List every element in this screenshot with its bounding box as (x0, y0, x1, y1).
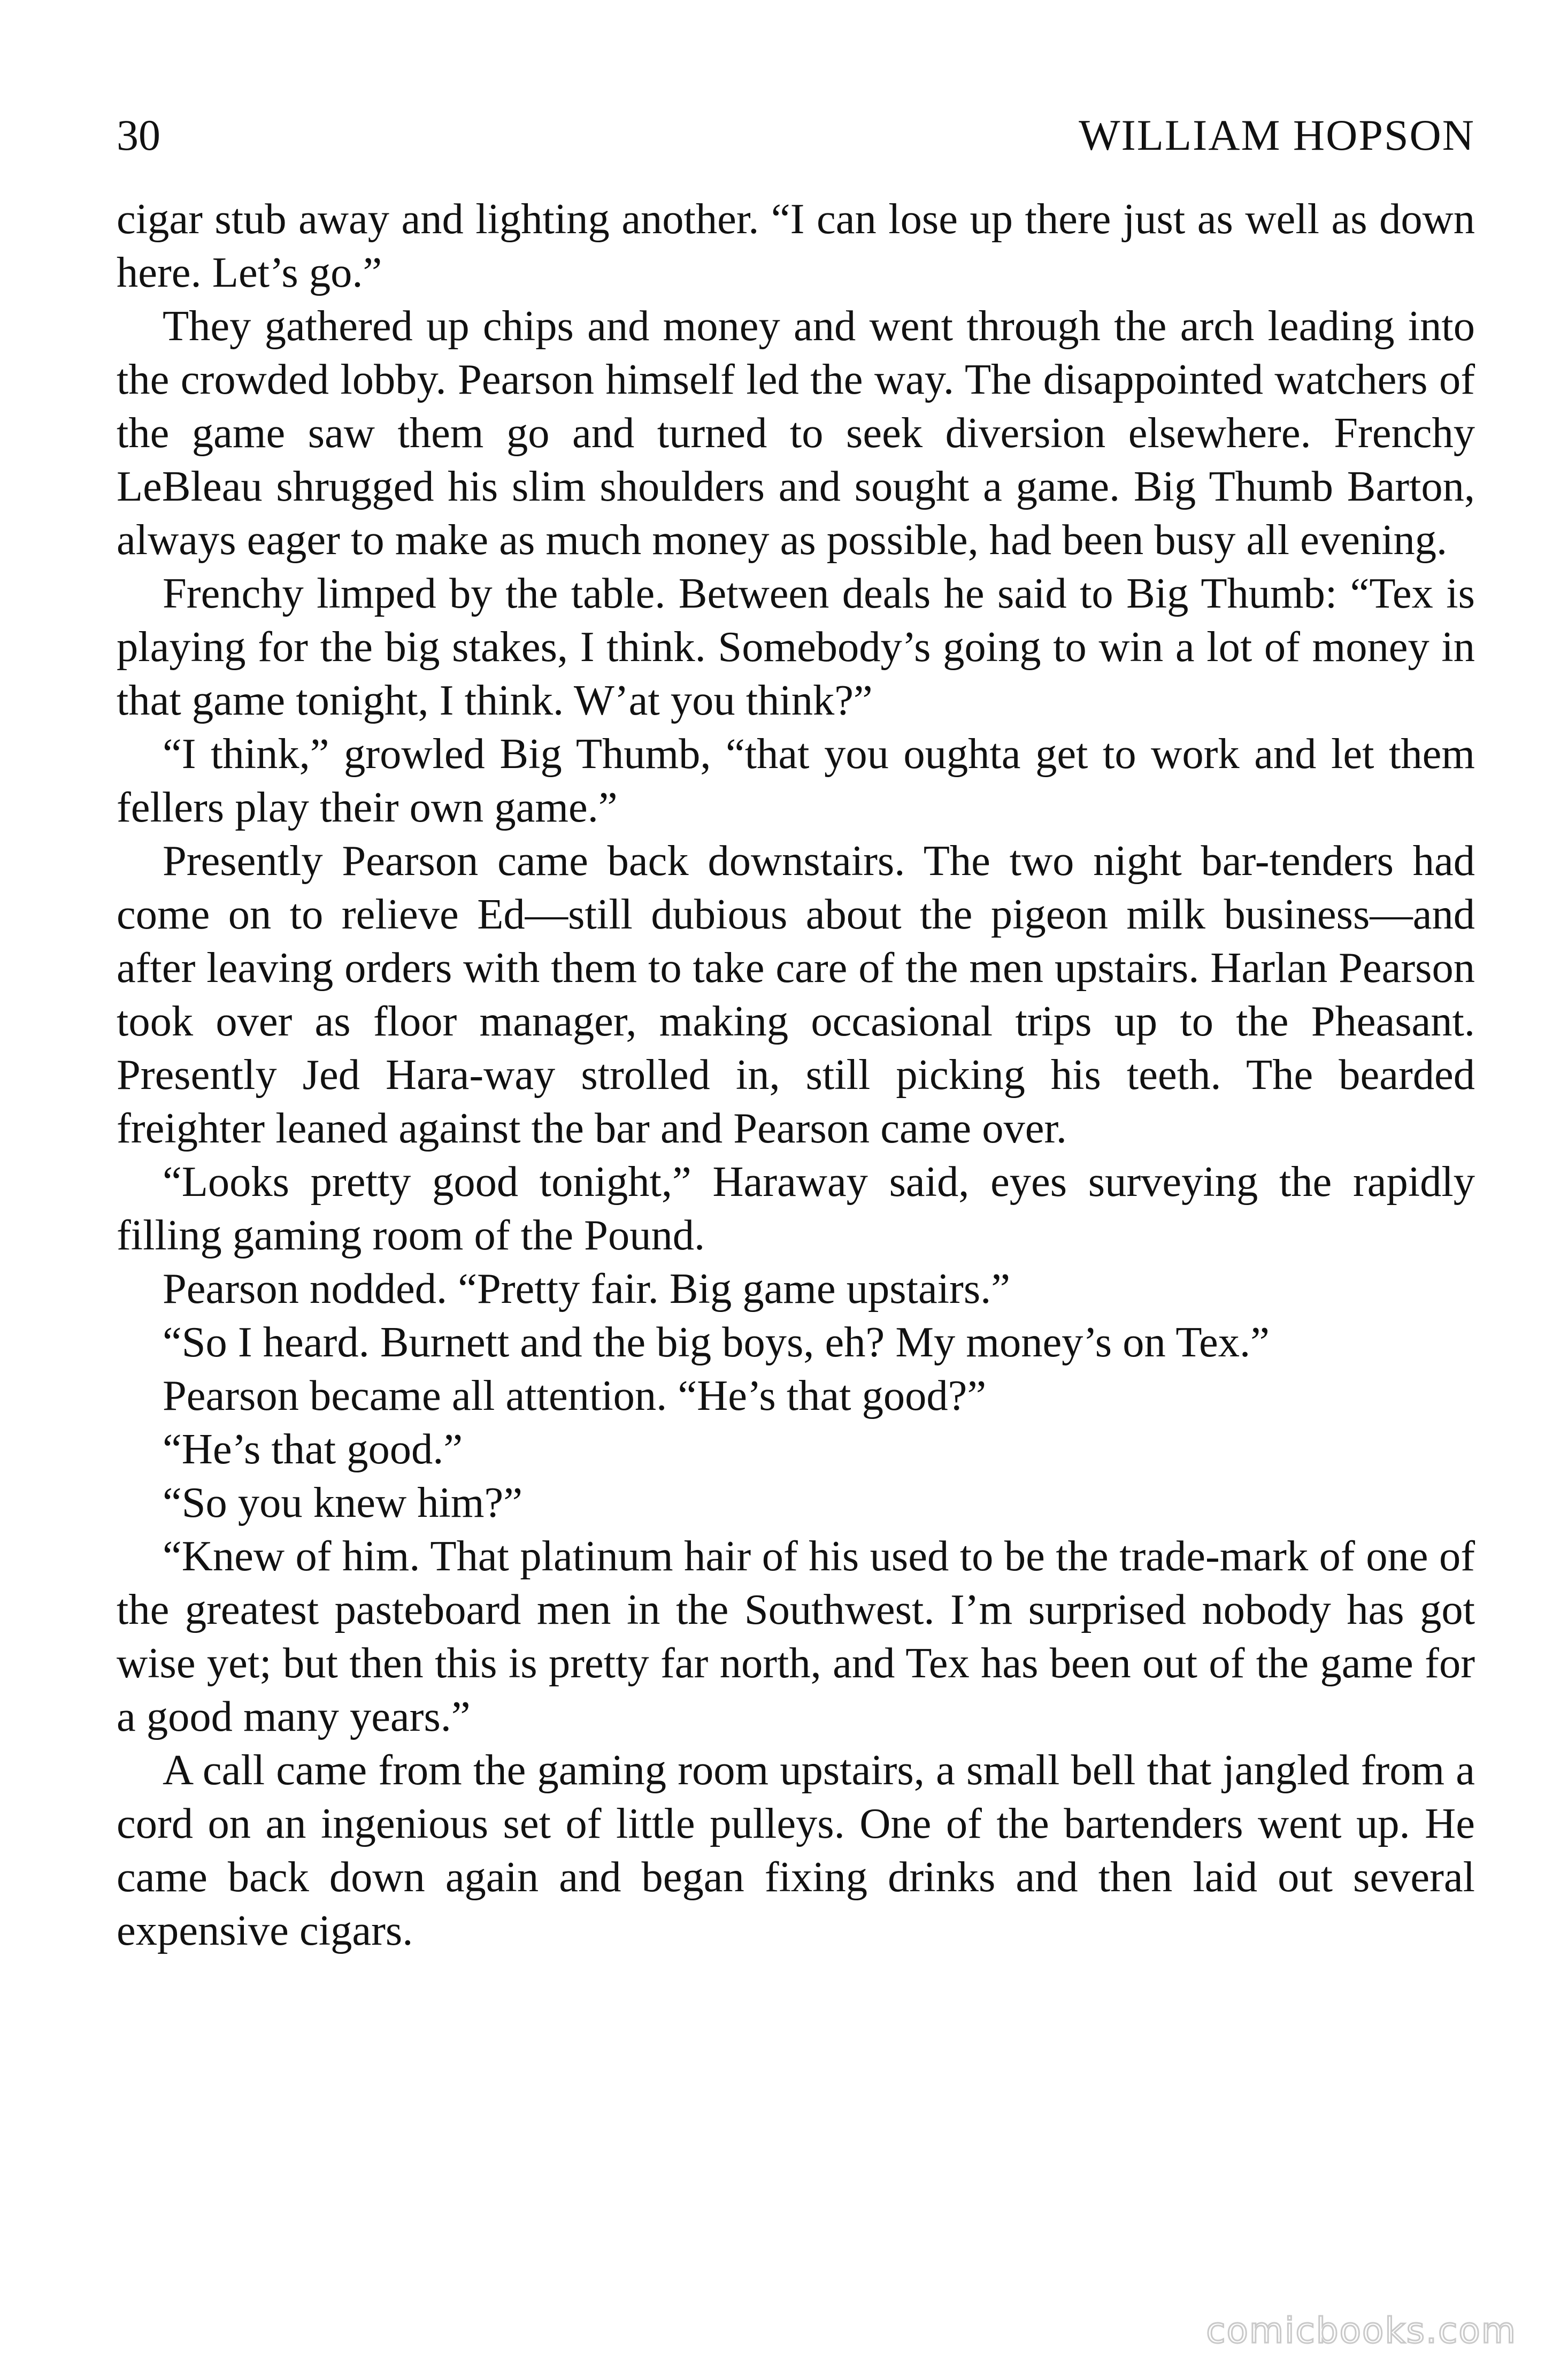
paragraph-5: Presently Pearson came back downstairs. The two night bar-tenders had come on to relieve Ed—still dubious about the pigeon milk business—and after leaving orders with them to take care of the men upstairs. Harlan Pearson took over as floor manager, making occasional trips up to the Pheasant. Presently Jed Hara-way strolled in, still picking his teeth. The bearded freighter leaned against the bar and Pearson came over. (117, 837, 1475, 1152)
paragraph-1: cigar stub away and lighting another. “I can lose up there just as well as down here. Let’s go.” (117, 195, 1475, 296)
paragraph-11: “So you knew him?” (163, 1479, 522, 1526)
paragraph-12: “Knew of him. That platinum hair of his used to be the trade-mark of one of the greatest pasteboard men in the Southwest. I’m surprised nobody has got wise yet; but then this is pretty far north, and Tex has been out of the game for a good many years.” (117, 1532, 1475, 1740)
paragraph-4: “I think,” growled Big Thumb, “that you oughta get to work and let them fellers play their own game.” (117, 730, 1475, 831)
paragraph-2: They gathered up chips and money and went through the arch leading into the crowded lobby. Pearson himself led the way. The disappointed watchers of the game saw them go and turned to seek diversion elsewhere. Frenchy LeBleau shrugged his slim shoulders and sought a game. Big Thumb Barton, always eager to make as much money as possible, had been busy all evening. (117, 302, 1475, 564)
paragraph-8: “So I heard. Burnett and the big boys, eh? My money’s on Tex.” (163, 1318, 1270, 1366)
watermark: comicbooks.com (1206, 2310, 1517, 2351)
paragraph-3: Frenchy limped by the table. Between deals he said to Big Thumb: “Tex is playing for the big stakes, I think. Somebody’s going to win a lot of money in that game tonight, I think. W’at you think?” (117, 570, 1475, 724)
body-text (117, 193, 1475, 1958)
running-title: WILLIAM HOPSON (1079, 111, 1475, 159)
paragraph-6: “Looks pretty good tonight,” Haraway said, eyes surveying the rapidly filling gaming room of the Pound. (117, 1158, 1475, 1259)
paragraph-7: Pearson nodded. “Pretty fair. Big game upstairs.” (163, 1265, 1011, 1313)
running-head (117, 106, 1475, 165)
page-number: 30 (117, 111, 160, 159)
paragraph-10: “He’s that good.” (163, 1425, 463, 1473)
paragraph-9: Pearson became all attention. “He’s that good?” (163, 1372, 987, 1419)
paragraph-13: A call came from the gaming room upstairs, a small bell that jangled from a cord on an ingenious set of little pulleys. One of the bartenders went up. He came back down again and began fixing drinks and then laid out several expensive cigars. (117, 1746, 1475, 1954)
